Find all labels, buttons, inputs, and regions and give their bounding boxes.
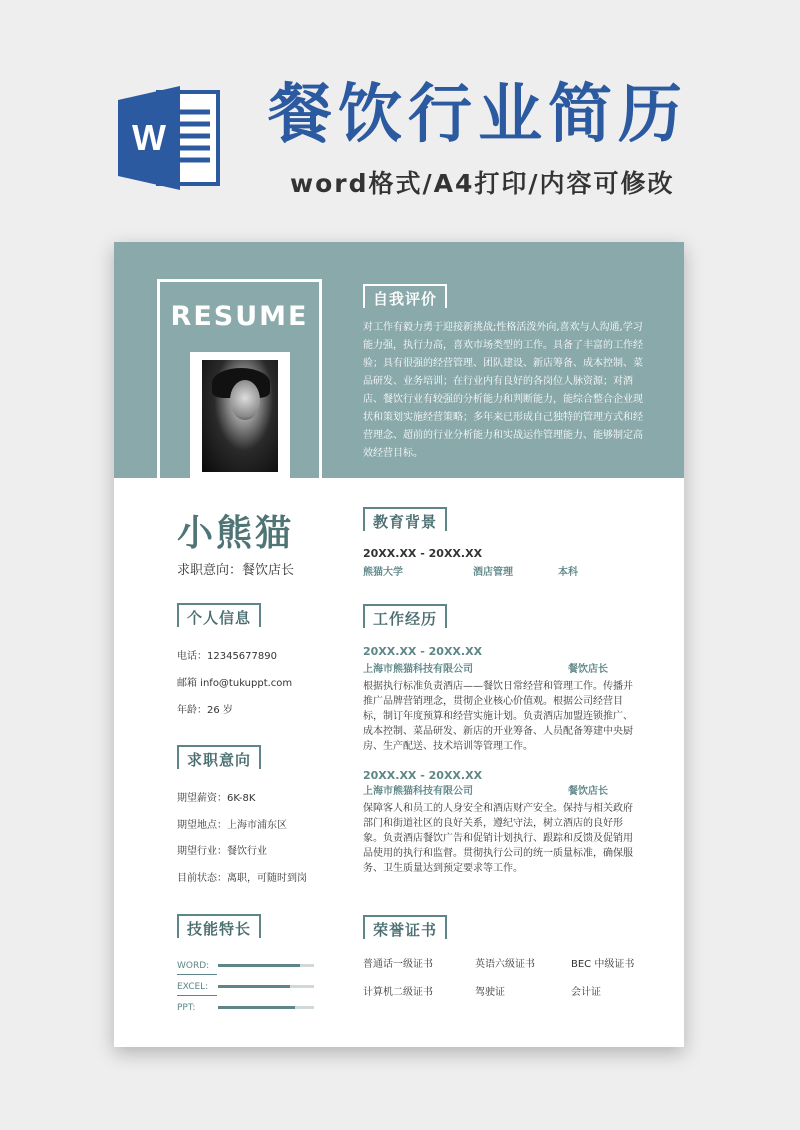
industry-text: 期望行业：餐饮行业 [177, 846, 267, 857]
skill-label-word: WORD: [177, 961, 210, 971]
location-text: 期望地点：上海市浦东区 [177, 820, 287, 831]
education-major: 酒店管理 [473, 567, 513, 578]
skill-bar-excel [218, 985, 314, 988]
job-1-date: 20XX.XX - 20XX.XX [363, 645, 483, 658]
skill-label-ppt: PPT: [177, 1003, 196, 1013]
cert-item: 驾驶证 [475, 987, 505, 998]
word-icon-letter: W [132, 117, 166, 158]
phone-text: 电话：12345677890 [177, 651, 277, 662]
candidate-name: 小熊猫 [177, 513, 295, 554]
skills-title: 技能特长 [177, 914, 261, 938]
personal-info-title: 个人信息 [177, 603, 261, 627]
salary-text: 期望薪资：6K-8K [177, 793, 256, 804]
honors-title: 荣誉证书 [363, 915, 447, 939]
profile-photo [202, 360, 278, 472]
self-eval-text: 对工作有毅力勇于迎接新挑战;性格活泼外向,喜欢与人沟通,学习能力强，执行力高，喜欢市场类型的工作。具备了丰富的工作经验；具有很强的经营管理、团队建设、新店筹备、成本控制、菜品研发、业务培训；在行业内有良好的各岗位人脉资源；对酒店、餐饮行业有较强的分析能力和判断能力，能综合整合企业现状和策划实施经营策略；多年来已形成自己独特的管理方式和经营理念、超前的行业分析能力和实战运作管理能力、能够制定高效经营目标。 [363, 322, 643, 459]
intention-title: 求职意向 [177, 745, 261, 769]
resume-label: RESUME [170, 301, 309, 332]
skill-bar-ppt [218, 1006, 314, 1009]
education-degree: 本科 [558, 567, 578, 578]
job-1-desc: 根据执行标准负责酒店——餐饮日常经营和管理工作。传播并推广品牌营销理念，贯彻企业核心价值观。根据公司经营目标，制订年度预算和经营实施计划。负责酒店加盟连锁推广、成本控制、菜品研发、新店的开业筹备、人员配备筹建中央厨房、生产配送、技术培训等管理工作。 [363, 681, 633, 752]
job-2-desc: 保障客人和员工的人身安全和酒店财产安全。保持与相关政府部门和街道社区的良好关系，遵纪守法，树立酒店的良好形象。负责酒店餐饮广告和促销计划执行、跟踪和反馈及促销用品使用的执行和监督。贯彻执行公司的统一质量标准，确保服务、卫生质量达到预定要求等工作。 [363, 803, 633, 874]
work-title: 工作经历 [363, 604, 447, 628]
education-school: 熊猫大学 [363, 567, 403, 578]
education-date: 20XX.XX - 20XX.XX [363, 547, 483, 560]
education-title: 教育背景 [363, 507, 447, 531]
job-2-date: 20XX.XX - 20XX.XX [363, 769, 483, 782]
job-1-company: 上海市熊猫科技有限公司 [363, 664, 473, 675]
page-title: 餐饮行业简历 [268, 78, 688, 152]
email-text: 邮箱 info@tukuppt.com [177, 678, 293, 689]
skill-label-excel: EXCEL: [177, 982, 209, 992]
cert-item: 英语六级证书 [475, 959, 535, 970]
job-2-position: 餐饮店长 [568, 786, 608, 797]
cert-item: 普通话一级证书 [363, 959, 433, 970]
skill-bar-word [218, 964, 314, 967]
cert-item: 计算机二级证书 [363, 987, 433, 998]
page-subtitle: word格式/A4打印/内容可修改 [290, 169, 675, 198]
job-2-company: 上海市熊猫科技有限公司 [363, 786, 473, 797]
self-eval-title: 自我评价 [363, 284, 447, 308]
status-text: 目前状态：离职，可随时到岗 [177, 873, 307, 884]
job-1-position: 餐饮店长 [568, 664, 608, 675]
age-text: 年龄：26 岁 [177, 705, 233, 716]
cert-item: BEC 中级证书 [571, 959, 635, 970]
cert-item: 会计证 [571, 987, 601, 998]
word-icon [118, 86, 222, 190]
job-intention-line: 求职意向：餐饮店长 [177, 563, 295, 578]
header [0, 0, 800, 230]
resume-document [114, 242, 684, 1047]
